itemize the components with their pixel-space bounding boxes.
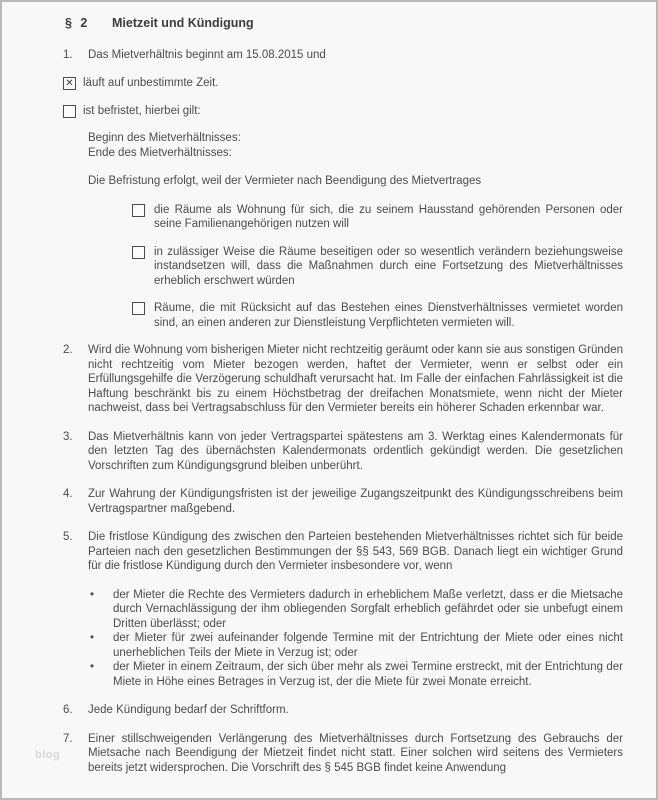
clause-number: 5. <box>63 531 73 543</box>
clause-text: Einer stillschweigenden Verlängerung des Mietverhältnisses durch Fortsetzung des Gebrauchs der Mietsache nach Beendigung der Mietzeit findet nicht statt. Einer solchen wird seitens des Vermieters bereits jetzt widersprochen. Die Vorschrift des § 545 BGB findet keine Anwendung <box>88 732 623 774</box>
beginn-mietverhaeltnis-label: Beginn des Mietverhältnisses: <box>88 132 241 144</box>
reason-label: in zulässiger Weise die Räume beseitigen oder so wesentlich verändern beziehungsweise instandsetzen will, dass die Maßnahmen durch eine Fortsetzung des Mietverhältnisses erheblich erschwert würden <box>154 245 623 287</box>
bullet-text: der Mieter die Rechte des Vermieters dadurch in erheblichem Maße verletzt, dass er die Mietsache durch Vernachlässigung der ihm obliegenden Sorgfalt erheblich gefährdet oder sie unbefugt einem Dritten überlässt; oder <box>113 588 623 630</box>
clause-4 <box>63 487 623 516</box>
clause-2 <box>63 343 623 416</box>
bullet-icon: • <box>90 661 95 673</box>
checkbox-reason-eigenbedarf-unchecked[interactable] <box>132 204 145 217</box>
checkbox-unbefristete-zeit-checked[interactable]: ✕ <box>63 77 76 90</box>
ende-mietverhaeltnis-label: Ende des Mietverhältnisses: <box>88 146 232 159</box>
reason-label: die Räume als Wohnung für sich, die zu seinem Hausstand gehörenden Personen oder seine Familienangehörigen nutzen will <box>154 203 623 230</box>
befristung-reason-row-3 <box>132 301 623 330</box>
bullet-icon: • <box>90 588 95 601</box>
clause-number: 7. <box>63 732 73 745</box>
clause-number: 2. <box>63 344 73 356</box>
checkbox-reason-umbau-unchecked[interactable] <box>132 246 145 259</box>
clause-text: Jede Kündigung bedarf der Schriftform. <box>88 704 289 716</box>
befristung-intro-text: Die Befristung erfolgt, weil der Vermieter nach Beendigung des Mietvertrages <box>88 175 482 187</box>
option-row-befristet <box>63 104 623 119</box>
clause-text: Zur Wahrung der Kündigungsfristen ist der jeweilige Zugangszeitpunkt des Kündigungsschreibens beim Vertragspartner maßgebend. <box>88 488 623 515</box>
clause-text: Wird die Wohnung vom bisherigen Mieter nicht rechtzeitig geräumt oder kann sie aus sonstigen Gründen nicht rechtzeitig vom Mieter bezogen werden, haftet der Vermieter, wenn er selbst oder ein Erfüllungsgehilfe die Verzögerung schuldhaft verursacht hat. Im Falle der einfachen Fahrlässigkeit ist die Haftung beschränkt bis zu einem Höchstbetrag der dreifachen Monatsmiete, wenn nicht der Mieter nachweist, dass bei Vertragsabschluss für den Vermieter bereits ein höherer Schaden erkennbar war. <box>88 344 623 414</box>
befristung-reason-row-2 <box>132 245 623 289</box>
list-item <box>90 631 623 660</box>
clause-5 <box>63 530 623 574</box>
clause-text: Die fristlose Kündigung des zwischen den Parteien bestehenden Mietverhältnisses richtet sich für beide Parteien nach den gesetzlichen Bestimmungen der §§ 543, 569 BGB. Danach liegt ein wichtiger Grund für die fristlose Kündigung durch den Vermieter insbesondere vor, wenn <box>88 531 623 572</box>
clause-6 <box>63 703 623 718</box>
section-title: Mietzeit und Kündigung <box>112 16 254 30</box>
bullet-text: der Mieter für zwei aufeinander folgende Termine mit der Entrichtung der Miete oder eines nicht unerheblichen Teils der Miete in Verzug ist; oder <box>113 632 623 659</box>
befristung-dates-block <box>88 131 623 160</box>
clause-1 <box>63 48 623 63</box>
clause-text: Das Mietverhältnis kann von jeder Vertragspartei spätestens am 3. Werktag eines Kalendermonats für den letzten Tag des übernächsten Kalendermonats ordentlich gekündigt werden. Die gesetzlichen Vorschriften zum Kündigungsgrund bleiben unberührt. <box>88 430 623 472</box>
option-row-unbefristete-zeit <box>63 76 623 91</box>
clause-number: 6. <box>63 704 73 716</box>
option-label: läuft auf unbestimmte Zeit. <box>83 77 219 89</box>
bullet-icon: • <box>90 632 95 644</box>
section-number: § 2 <box>65 16 88 30</box>
clause-7 <box>63 732 623 776</box>
reason-label: Räume, die mit Rücksicht auf das Bestehen eines Dienstverhältnisses vermietet worden sind, an einen anderen zur Dienstleistung Verpflichteten vermieten will. <box>154 302 623 329</box>
clause-number: 3. <box>63 430 73 443</box>
document-content <box>2 2 656 775</box>
bullet-text: der Mieter in einem Zeitraum, der sich über mehr als zwei Termine erstreckt, mit der Entrichtung der Miete in Höhe eines Betrages in Verzug ist, der die Miete für zwei Monate erreicht. <box>113 661 623 688</box>
list-item <box>90 660 623 689</box>
clause-number: 4. <box>63 488 73 500</box>
checkbox-reason-dienstverhaeltnis-unchecked[interactable] <box>132 302 145 315</box>
blog-watermark: blog <box>35 749 61 761</box>
befristung-reason-row-1 <box>132 203 623 232</box>
checkbox-befristet-unchecked[interactable] <box>63 105 76 118</box>
clause-5-bullet-list <box>63 588 623 690</box>
clause-text: Das Mietverhältnis beginnt am 15.08.2015 und <box>88 48 326 61</box>
clause-number: 1. <box>63 48 73 61</box>
option-label: ist befristet, hierbei gilt: <box>83 104 201 117</box>
clause-3 <box>63 430 623 474</box>
section-heading <box>65 16 623 31</box>
list-item <box>90 588 623 632</box>
